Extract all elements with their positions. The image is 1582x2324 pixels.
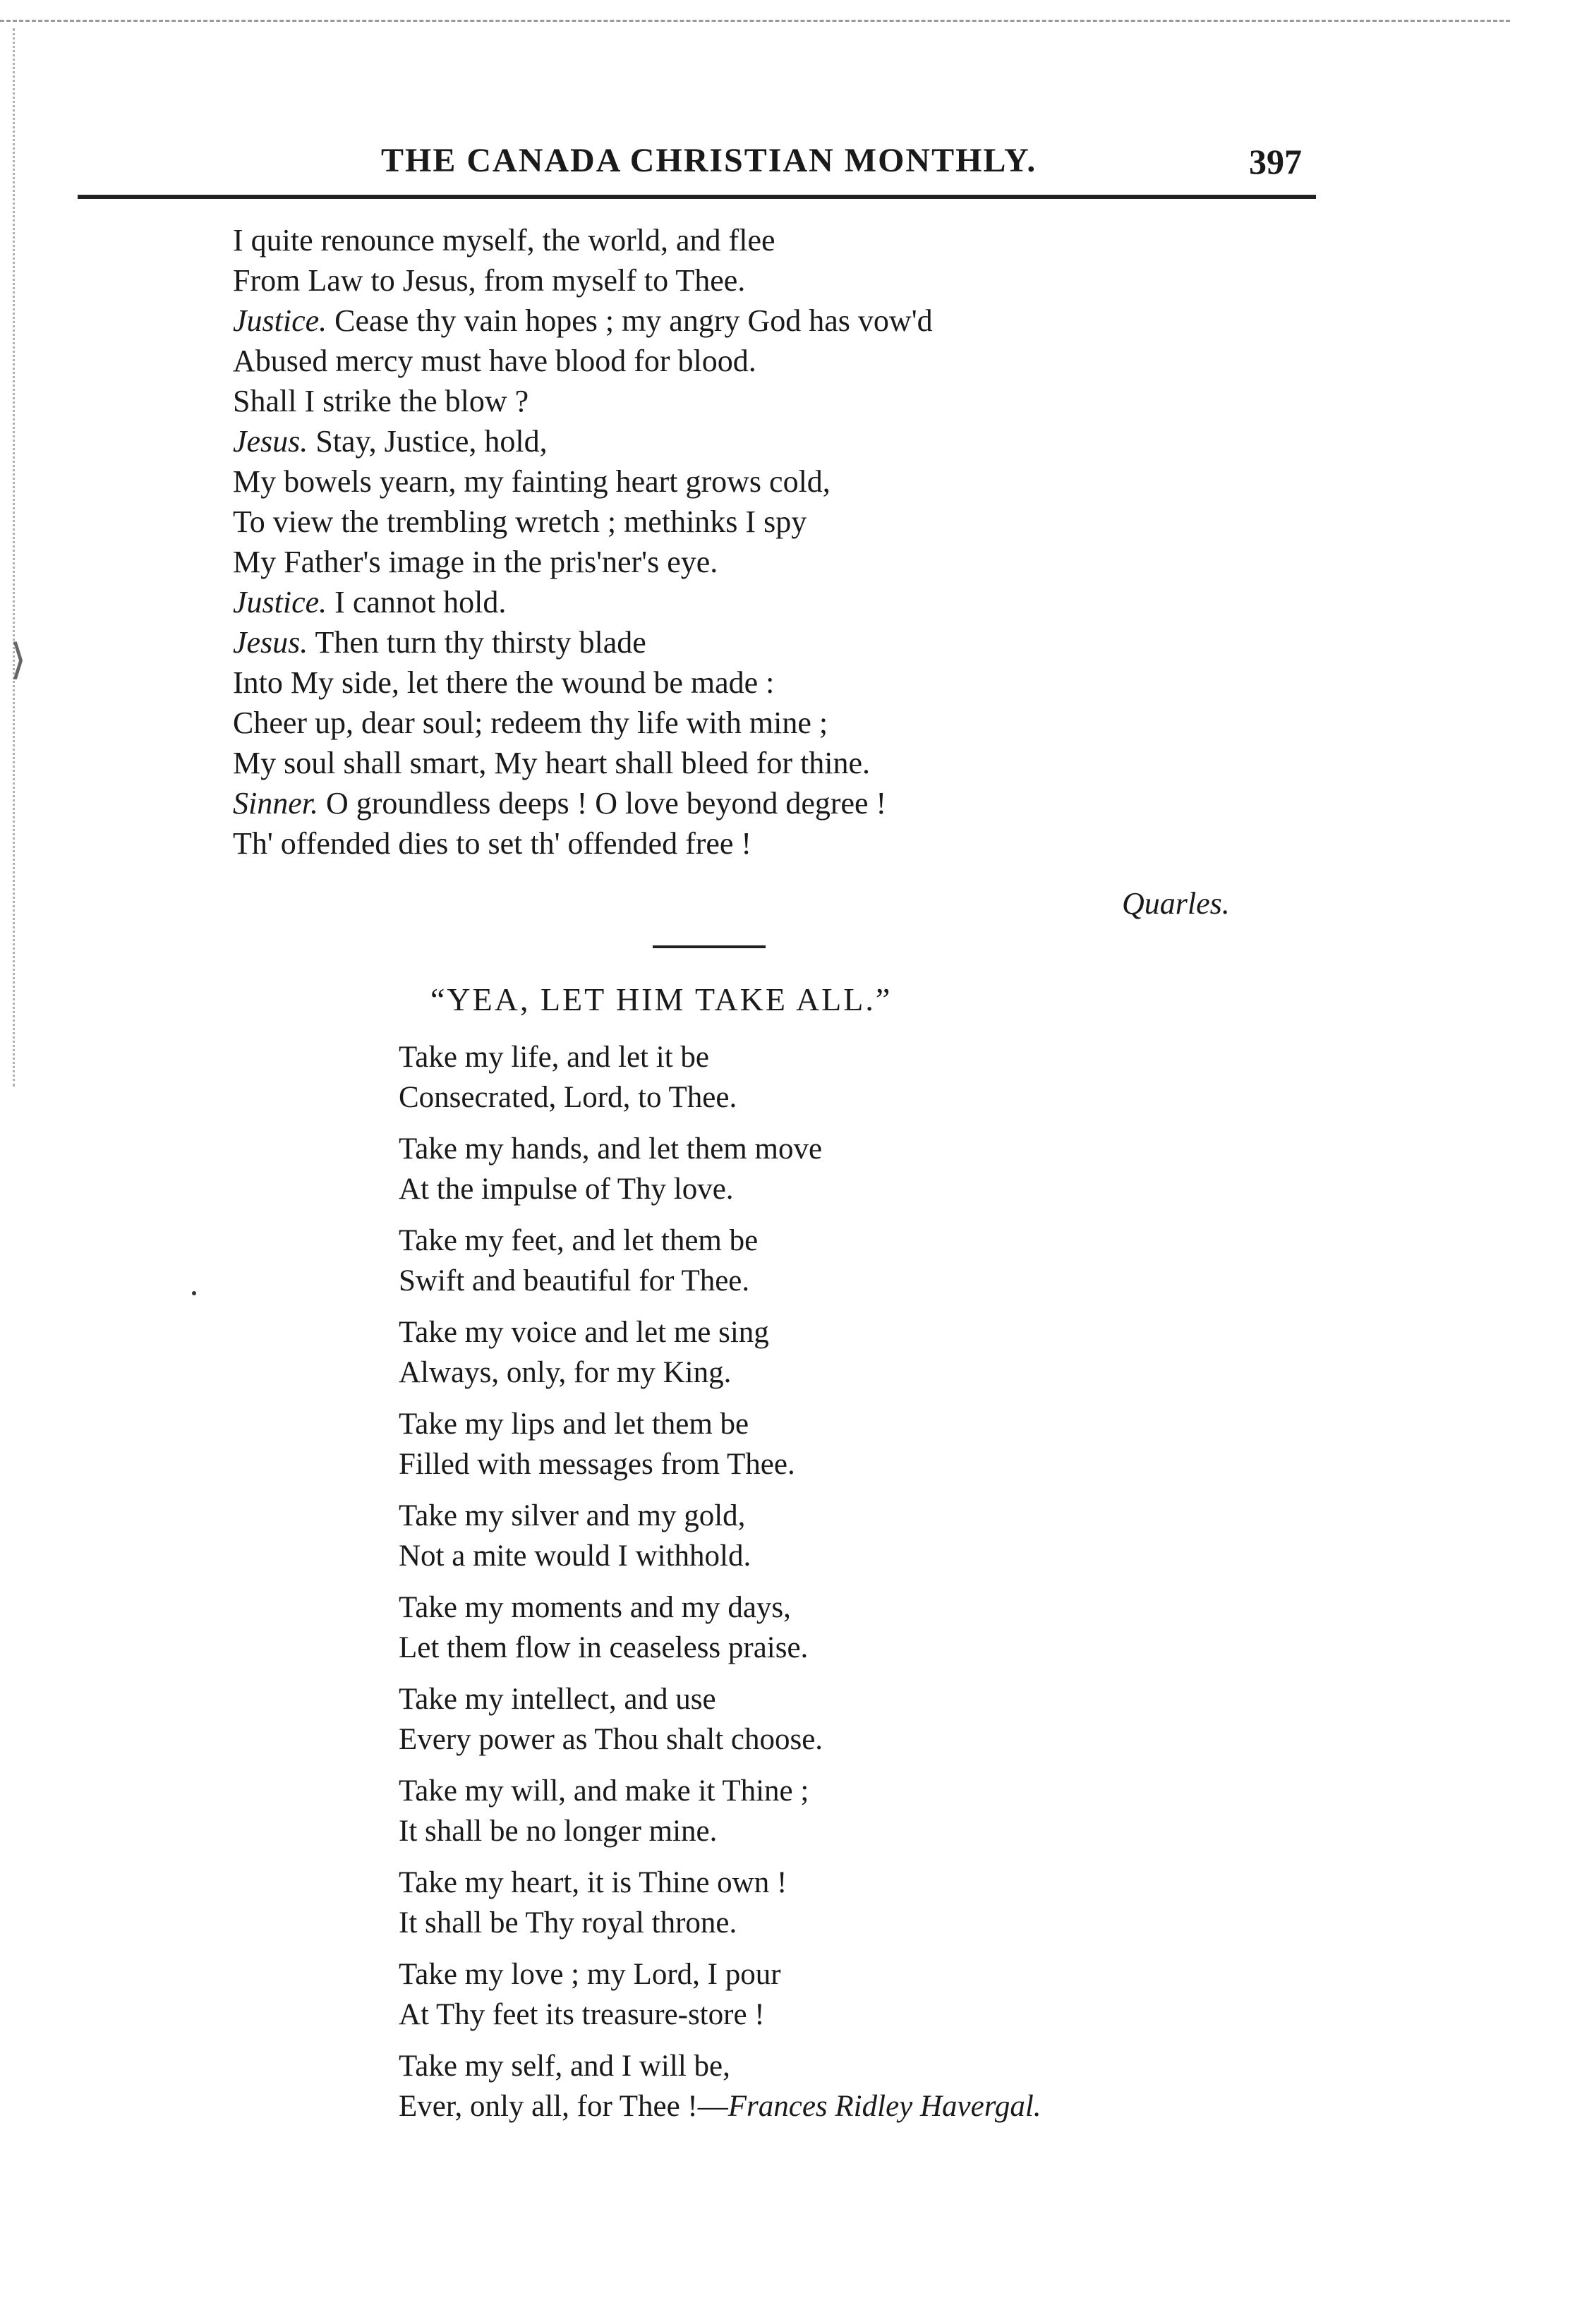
line-text: It shall be Thy royal throne. — [399, 1906, 737, 1939]
line-text: Take my intellect, and use — [399, 1683, 716, 1716]
hymn-author: Frances Ridley Havergal. — [727, 2090, 1041, 2123]
line-text: My soul shall smart, My heart shall bleed for thine. — [233, 746, 871, 780]
line-text: Take my heart, it is Thine own ! — [399, 1866, 787, 1899]
page-number: 397 — [1249, 142, 1302, 181]
line-text: Take my self, and I will be, — [399, 2050, 730, 2083]
print-speck — [192, 1291, 196, 1295]
hymn-line — [399, 1903, 1387, 1943]
hymn-line — [399, 1169, 1387, 1209]
stanza — [399, 1221, 1387, 1301]
line-text: Abused mercy must have blood for blood. — [233, 344, 756, 378]
stanza — [399, 1771, 1387, 1851]
hymn-line — [399, 1863, 1387, 1903]
line-text: Filled with messages from Thee. — [399, 1448, 795, 1481]
poem-line — [233, 381, 1305, 421]
poem-line — [233, 461, 1305, 502]
stanza — [399, 1587, 1387, 1668]
scan-edge-line — [0, 20, 1510, 22]
hymn-line — [399, 1954, 1387, 1995]
hymn-line — [399, 1352, 1387, 1393]
hymn-line — [399, 2086, 1387, 2126]
poem-line — [233, 662, 1305, 703]
line-text: Take my voice and let me sing — [399, 1316, 769, 1349]
poem-line — [233, 260, 1305, 301]
hymn-line — [399, 1037, 1387, 1077]
line-text: Into My side, let there the wound be made : — [233, 665, 775, 700]
poem-line — [233, 301, 1305, 341]
hymn-title: “YEA, LET HIM TAKE ALL.” — [430, 981, 893, 1017]
stanza — [399, 1312, 1387, 1393]
poem-line — [233, 502, 1305, 542]
hymn-line — [399, 1312, 1387, 1352]
poem-line — [233, 783, 1305, 823]
line-text: Take my hands, and let them move — [399, 1132, 823, 1166]
speaker-name: Sinner. — [233, 786, 318, 821]
line-text: Cheer up, dear soul; redeem thy life with mine ; — [233, 706, 828, 740]
hymn-line — [399, 1536, 1387, 1576]
line-text: At Thy feet its treasure-store ! — [399, 1998, 765, 2031]
line-text: Not a mite would I withhold. — [399, 1539, 751, 1573]
section-divider — [653, 945, 766, 948]
hymn-line — [399, 1587, 1387, 1628]
line-text: It shall be no longer mine. — [399, 1815, 718, 1848]
hymn-line — [399, 1771, 1387, 1811]
line-text: Stay, Justice, hold, — [308, 424, 548, 459]
poem-quarles — [233, 220, 1305, 864]
poem-line — [233, 823, 1305, 864]
hymn-line — [399, 1077, 1387, 1118]
line-text: Let them flow in ceaseless praise. — [399, 1631, 809, 1664]
speaker-name: Jesus. — [233, 424, 308, 459]
hymn-line — [399, 1995, 1387, 2035]
hymn-line — [399, 1261, 1387, 1301]
poem-line — [233, 421, 1305, 461]
line-text: Th' offended dies to set th' offended free ! — [233, 826, 752, 861]
hymn-line — [399, 1404, 1387, 1444]
line-text: Take my life, and let it be — [399, 1041, 709, 1074]
line-text: Swift and beautiful for Thee. — [399, 1264, 750, 1297]
line-text: My Father's image in the pris'ner's eye. — [233, 545, 718, 579]
line-text: O groundless deeps ! O love beyond degree ! — [318, 786, 887, 821]
hymn-line — [399, 1444, 1387, 1484]
line-text: Take my moments and my days, — [399, 1591, 791, 1624]
hymn-line — [399, 1811, 1387, 1851]
poem-line — [233, 703, 1305, 743]
poem-line — [233, 542, 1305, 582]
line-text: At the impulse of Thy love. — [399, 1173, 734, 1206]
poem-line — [233, 220, 1305, 260]
line-text: Consecrated, Lord, to Thee. — [399, 1081, 737, 1114]
poem-line — [233, 582, 1305, 622]
attribution-quarles: Quarles. — [1122, 886, 1230, 921]
line-text: Take my feet, and let them be — [399, 1224, 759, 1257]
header-rule — [78, 195, 1316, 199]
scan-margin-line — [13, 28, 15, 1087]
line-text: Take my will, and make it Thine ; — [399, 1774, 809, 1808]
stanza — [399, 1496, 1387, 1576]
line-text: Ever, only all, for Thee !— — [399, 2090, 728, 2123]
line-text: Always, only, for my King. — [399, 1356, 732, 1389]
line-text: Every power as Thou shalt choose. — [399, 1723, 823, 1756]
line-text: Take my love ; my Lord, I pour — [399, 1958, 781, 1991]
stanza — [399, 1679, 1387, 1760]
line-text: My bowels yearn, my fainting heart grows cold, — [233, 464, 831, 499]
line-text: Take my lips and let them be — [399, 1408, 749, 1441]
speaker-name: Justice. — [233, 585, 327, 619]
speaker-name: Justice. — [233, 303, 327, 338]
poem-line — [233, 743, 1305, 783]
hymn-body — [399, 1037, 1387, 2138]
line-text: I cannot hold. — [327, 585, 507, 619]
stanza — [399, 1037, 1387, 1118]
stanza — [399, 1954, 1387, 2035]
line-text: Shall I strike the blow ? — [233, 384, 529, 418]
line-text: Take my silver and my gold, — [399, 1499, 746, 1532]
line-text: To view the trembling wretch ; methinks I spy — [233, 504, 807, 539]
hymn-line — [399, 1628, 1387, 1668]
line-text: Cease thy vain hopes ; my angry God has vow'd — [327, 303, 933, 338]
line-text: Then turn thy thirsty blade — [308, 625, 646, 660]
running-title: THE CANADA CHRISTIAN MONTHLY. — [381, 142, 1037, 179]
speaker-name: Jesus. — [233, 625, 308, 660]
hymn-line — [399, 2046, 1387, 2086]
stanza — [399, 1863, 1387, 1943]
poem-line — [233, 622, 1305, 662]
hymn-line — [399, 1496, 1387, 1536]
hymn-line — [399, 1719, 1387, 1760]
stanza — [399, 1404, 1387, 1484]
line-text: From Law to Jesus, from myself to Thee. — [233, 263, 746, 298]
stanza — [399, 2046, 1387, 2126]
hymn-line — [399, 1129, 1387, 1169]
stanza — [399, 1129, 1387, 1209]
margin-bracket-mark: ⟩ — [10, 635, 27, 684]
poem-line — [233, 341, 1305, 381]
hymn-line — [399, 1679, 1387, 1719]
line-text: I quite renounce myself, the world, and flee — [233, 223, 775, 258]
hymn-line — [399, 1221, 1387, 1261]
